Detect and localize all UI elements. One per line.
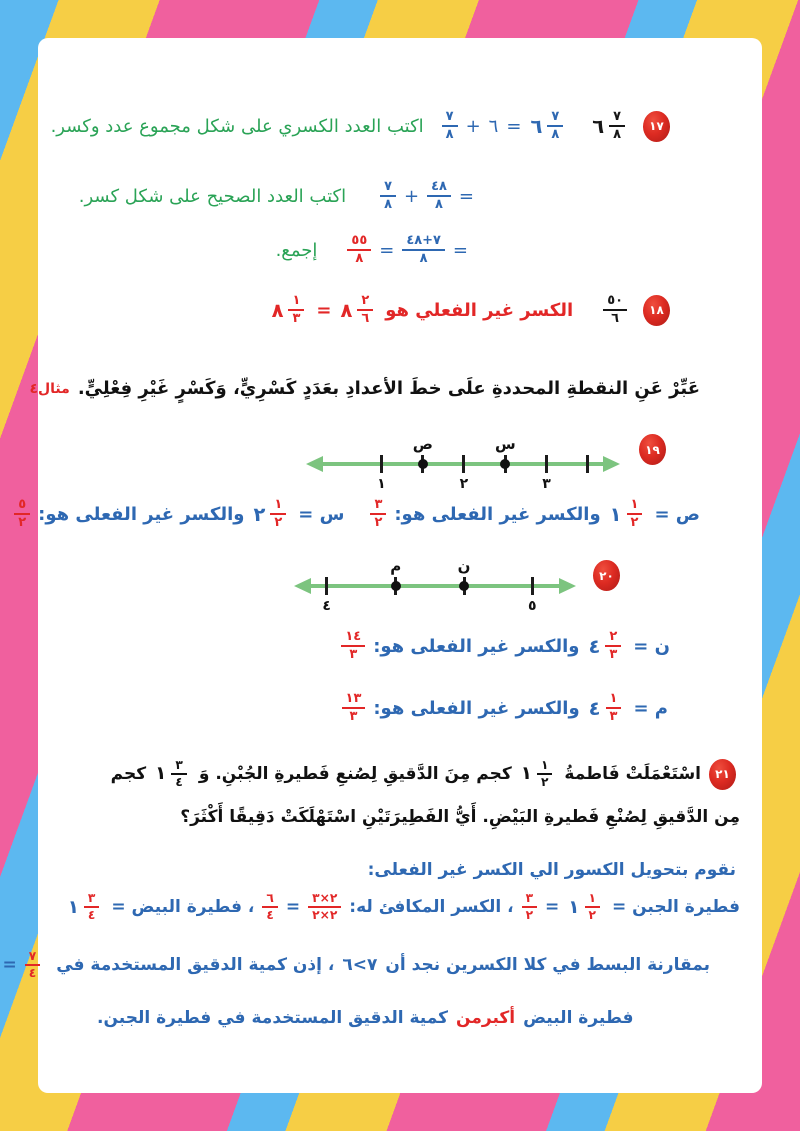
- number-line-1: [306, 432, 620, 496]
- worksheet-page: [2, 38, 762, 1093]
- tick-number-label: ١: [377, 476, 386, 492]
- text-token: إجمع.: [275, 239, 318, 261]
- text-token: س =: [298, 503, 345, 525]
- fraction: $\frac{٢\times ٣}{٢\times ٢}$: [308, 892, 341, 923]
- number-line-bar: [307, 584, 563, 588]
- text-token: ، فطيرة البيض =: [111, 897, 255, 918]
- arrow-right-icon: [603, 456, 620, 472]
- fraction: $\frac{١}{٣}$: [606, 692, 622, 724]
- text-token: =: [458, 185, 474, 207]
- text-token: كمية الدقيق المستخدمة في فطيرة الجبن.: [97, 1008, 449, 1028]
- arrow-left-icon: [306, 456, 323, 472]
- text-token: بمقارنة البسط في كلا الكسرين نجد أن: [385, 955, 710, 976]
- text-token: م =: [633, 697, 668, 719]
- problem-number-badge: ١٧: [643, 111, 670, 142]
- spacer: [633, 126, 639, 127]
- problem-20-answer-m: [338, 692, 672, 724]
- text-token: ص =: [654, 503, 700, 525]
- fraction: $\frac{٣}{٢}$: [522, 892, 537, 923]
- number-line-2: [294, 554, 576, 618]
- spacer: [631, 310, 639, 311]
- problem-20-answer-n: [337, 630, 674, 662]
- point-dot: [459, 581, 469, 591]
- text-token: ، إذن كمية الدقيق المستخدمة في: [56, 955, 335, 976]
- text-token: ٧>٦: [342, 955, 378, 976]
- fraction: $\frac{٧}{٨}$: [609, 110, 625, 142]
- arrow-right-icon: [559, 578, 576, 594]
- mixed-number: ٨ $\frac{١}{٣}$: [271, 294, 309, 326]
- problem-number-badge: ٢١: [709, 759, 736, 790]
- fraction: $\frac{٧}{٤}$: [25, 950, 40, 981]
- tick-mark: [380, 455, 383, 473]
- text-token: عَبِّرْ عَنِ النقطةِ المحددةِ علَى خطَ الأعدادِ بعَدَدٍ كَسْرِيٍّ، وَكَسْرٍ غَيْرِ فِعْلِيٍّ.: [77, 378, 700, 399]
- text-token: ٦: [488, 115, 499, 137]
- fraction: $\frac{٥٥}{٨}$: [347, 234, 371, 266]
- text-token: مثال٤: [29, 380, 70, 397]
- mixed-number: ٨ $\frac{٢}{٦}$: [339, 294, 377, 326]
- text-token: =: [506, 115, 522, 137]
- text-token: اسْتَعْمَلَتْ فَاطمةُ: [564, 764, 701, 785]
- text-token: =: [545, 897, 560, 918]
- fraction: $\frac{٥}{٢}$: [14, 498, 30, 530]
- fraction: $\frac{١}{٣}$: [288, 294, 304, 326]
- problem-17-line-whole-as-fraction: [75, 180, 478, 212]
- spacer: [321, 250, 343, 251]
- fraction: $\frac{٧+٤٨}{٨}$: [402, 234, 445, 266]
- tick-mark: [545, 455, 548, 473]
- fraction: $\frac{٤٨}{٨}$: [427, 180, 451, 212]
- text-token: +: [404, 185, 420, 207]
- tick-mark: [586, 455, 589, 473]
- problem-20-badge: ٢٠: [593, 560, 620, 591]
- spacer: [44, 965, 52, 966]
- tick-number-label: ٥: [528, 598, 537, 614]
- fraction: $\frac{١٤}{٣}$: [341, 630, 365, 662]
- mixed-number: ٤ $\frac{٢}{٣}$: [588, 630, 626, 662]
- text-token: =: [452, 239, 468, 261]
- mixed-number: ١ $\frac{٣}{٤}$: [67, 892, 104, 923]
- text-token: كجم مِنَ الدَّقيقِ لِصُنعِ فَطيرةِ الجُبْنِ. وَ: [198, 764, 512, 785]
- tick-number-label: ٣: [542, 476, 551, 492]
- solution-line-2: [0, 950, 714, 981]
- mixed-number: ١ $\frac{٣}{٤}$: [154, 752, 191, 797]
- spacer: [571, 126, 587, 127]
- text-token: والكسر غير الفعلى هو:: [373, 635, 580, 657]
- point-label: س: [495, 435, 516, 453]
- tick-number-label: ٤: [322, 598, 331, 614]
- section-instruction: [25, 378, 704, 399]
- fraction: $\frac{٢}{٣}$: [605, 630, 621, 662]
- fraction: $\frac{٣}{٤}$: [171, 759, 186, 790]
- text-token: =: [2, 955, 17, 976]
- point-dot: [391, 581, 401, 591]
- text-token: نقوم بتحويل الكسور الي الكسر غير الفعلى:: [367, 860, 736, 880]
- problem-19-answer-line: [10, 498, 704, 530]
- fraction: $\frac{١}{٢}$: [537, 759, 552, 790]
- mixed-number: ٦ $\frac{٧}{٨}$: [529, 110, 567, 142]
- tick-mark: [531, 577, 534, 595]
- tick-number-label: ٢: [459, 476, 469, 492]
- spacer: [577, 310, 599, 311]
- text-token: فطيرة الجبن =: [611, 897, 740, 918]
- spacer: [428, 126, 438, 127]
- solution-line-1: [63, 892, 744, 923]
- text-token: فطيرة البيض: [523, 1008, 634, 1028]
- text-token: =: [316, 299, 332, 321]
- mixed-number: ١ $\frac{١}{٢}$: [520, 752, 557, 797]
- text-token: والكسر غير الفعلى هو:: [373, 697, 580, 719]
- text-token: ، الكسر المكافئ له:: [349, 897, 514, 918]
- spacer: [348, 514, 366, 515]
- text-token: أكبرمن: [456, 1008, 516, 1028]
- solution-header: [364, 860, 740, 880]
- point-dot: [418, 459, 428, 469]
- mixed-number: ١ $\frac{١}{٢}$: [567, 892, 604, 923]
- tick-mark: [462, 455, 465, 473]
- problem-21-statement: [93, 752, 740, 839]
- spacer: [350, 196, 376, 197]
- text-token: اكتب العدد الصحيح على شكل كسر.: [78, 185, 347, 207]
- tick-mark: [325, 577, 328, 595]
- point-label: ص: [412, 435, 433, 453]
- arrow-left-icon: [294, 578, 311, 594]
- text-token: الكسر غير الفعلي هو: [385, 299, 574, 321]
- solution-line-3: [93, 1008, 638, 1028]
- mixed-number: ٦ $\frac{٧}{٨}$: [591, 110, 629, 142]
- fraction: $\frac{٥٠}{٦}$: [603, 294, 627, 326]
- point-label: م: [390, 557, 402, 575]
- text-token: +: [465, 115, 481, 137]
- problem-17-line-sum: [47, 110, 674, 142]
- fraction: $\frac{٧}{٨}$: [547, 110, 563, 142]
- text-token: اكتب العدد الكسري على شكل مجموع عدد وكسر.: [50, 115, 424, 137]
- mixed-number: ٤ $\frac{١}{٣}$: [588, 692, 626, 724]
- point-label: ن: [457, 557, 471, 575]
- fraction: $\frac{١}{٢}$: [270, 498, 286, 530]
- fraction: $\frac{٣}{٢}$: [370, 498, 386, 530]
- mixed-number: ٢ $\frac{١}{٢}$: [252, 498, 290, 530]
- problem-17-line-add: [272, 234, 472, 266]
- problem-18-line: [267, 294, 674, 326]
- text-token: كجم مِن الدَّقيقِ لِصُنْعِ فَطيرةِ البَيْضِ. أَيُّ الفَطِيرَتَيْنِ اسْتَهْلَكَتْ دَقِيقًا أَكْثَرَ؟: [110, 764, 740, 827]
- fraction: $\frac{٧}{٨}$: [442, 110, 458, 142]
- fraction: $\frac{١}{٢}$: [627, 498, 643, 530]
- problem-number-badge: ١٨: [643, 295, 670, 326]
- fraction: $\frac{٧}{٨}$: [380, 180, 396, 212]
- fraction: $\frac{١٣}{٣}$: [342, 692, 366, 724]
- text-token: =: [285, 897, 301, 918]
- fraction: $\frac{٣}{٤}$: [84, 892, 99, 923]
- fraction: $\frac{٢}{٦}$: [357, 294, 373, 326]
- text-token: والكسر غير الفعلى هو:: [394, 503, 601, 525]
- mixed-number: ١ $\frac{١}{٢}$: [609, 498, 647, 530]
- text-token: ن =: [633, 635, 670, 657]
- text-token: والكسر غير الفعلى هو:: [38, 503, 245, 525]
- fraction: $\frac{١}{٢}$: [585, 892, 600, 923]
- text-token: =: [379, 239, 395, 261]
- fraction: $\frac{٦}{٤}$: [262, 892, 277, 923]
- point-dot: [500, 459, 510, 469]
- problem-19-badge: ١٩: [639, 434, 666, 465]
